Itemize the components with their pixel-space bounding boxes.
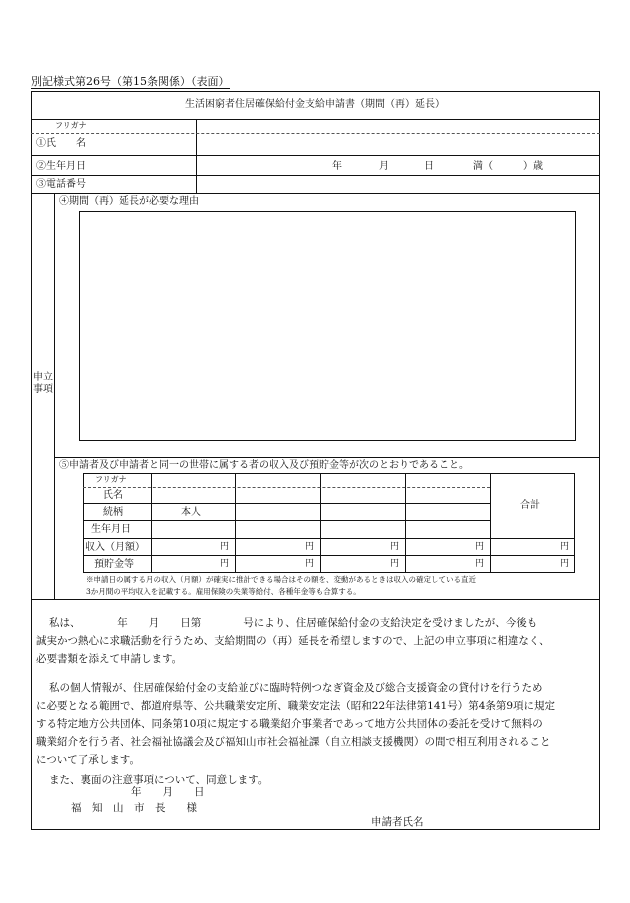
table-row-furigana: フリガナ (95, 475, 127, 484)
declaration-line: 必要書類を添えて申請します。 (36, 653, 183, 665)
consent-line: 私の個人情報が、住居確保給付金の支給並びに臨時特例つなぎ資金及び総合支援資金の貸付けを行うため (49, 682, 543, 694)
yen-unit: 円 (305, 559, 315, 569)
section-label: 申立事項 (33, 372, 53, 395)
yen-unit: 円 (220, 559, 230, 569)
birth-year-label: 年 (332, 161, 342, 172)
reason-label: ④期間（再）延長が必要な理由 (59, 196, 199, 207)
total-label: 合計 (520, 500, 540, 511)
form-code: 別記様式第26号（第15条関係）（表面） (31, 75, 230, 88)
consent-line: に必要となる範囲で、都道府県等、公共職業安定所、職業安定法（昭和22年法律第141号）第4条第9項に規定 (36, 700, 556, 712)
table-row-income: 収入（月額） (85, 542, 145, 553)
consent-line: について了承します。 (36, 754, 140, 766)
phone-field[interactable] (197, 176, 599, 193)
birth-month-label: 月 (379, 161, 389, 172)
agreement-line: また、裏面の注意事項について、同意します。 (49, 774, 269, 786)
member3-cell[interactable] (321, 474, 405, 538)
declaration-line: 私は、 年 月 日第 号により、住居確保給付金の支給決定を受けましたが、今後も (49, 617, 538, 629)
consent-line: する特定地方公共団体、同条第10項に規定する職業紹介事業者であって地方公共団体の委託を受けて無料の (36, 718, 543, 730)
age-label: 満（ ）歳 (473, 161, 543, 172)
table-row-name: 氏名 (103, 490, 123, 501)
consent-line: 職業紹介を行う者、社会福祉協議会及び福知山市社会福祉課（自立相談支援機関）の間で相互利用されること (36, 736, 551, 748)
reason-textarea[interactable] (79, 211, 576, 441)
name-field[interactable] (197, 134, 599, 154)
addressee: 福 知 山 市 長 様 (71, 802, 197, 814)
signature-label: 申請者氏名 (371, 816, 424, 828)
name-label: ①氏 名 (36, 138, 86, 149)
furigana-label: フリガナ (55, 121, 87, 130)
self-label: 本人 (181, 507, 201, 518)
yen-unit: 円 (560, 542, 570, 552)
table-row-birthdate: 生年月日 (91, 524, 131, 535)
member1-cell[interactable] (152, 474, 235, 538)
member4-cell[interactable] (406, 474, 490, 538)
yen-unit: 円 (475, 559, 485, 569)
yen-unit: 円 (560, 559, 570, 569)
furigana-field[interactable] (197, 120, 599, 133)
yen-unit: 円 (220, 542, 230, 552)
phone-label: ③電話番号 (36, 179, 86, 190)
yen-unit: 円 (390, 542, 400, 552)
form-title: 生活困窮者住居確保給付金支給申請書（期間（再）延長） (185, 99, 445, 110)
signature-field[interactable] (430, 812, 595, 828)
table-row-savings: 預貯金等 (94, 559, 134, 570)
yen-unit: 円 (305, 542, 315, 552)
household-heading: ⑤申請者及び申請者と同一の世帯に属する者の収入及び預貯金等が次のとおりであること。 (59, 460, 469, 471)
birth-day-label: 日 (424, 161, 434, 172)
table-row-relation: 続柄 (103, 507, 123, 518)
household-note: 3か月間の平均収入を記載する。雇用保険の失業等給付、各種年金等も合算する。 (86, 587, 361, 596)
birthdate-field[interactable] (197, 156, 599, 175)
household-note: ※申請日の属する月の収入（月額）が確実に推計できる場合はその額を、変動があるときは収入の確定している直近 (86, 575, 476, 584)
birthdate-label: ②生年月日 (36, 161, 86, 172)
declaration-date: 年 月 日 (131, 786, 205, 798)
declaration-line: 誠実かつ熱心に求職活動を行うため、支給期間の（再）延長を希望しますので、上記の申立事項に相違なく、 (36, 635, 550, 647)
yen-unit: 円 (390, 559, 400, 569)
yen-unit: 円 (475, 542, 485, 552)
member2-cell[interactable] (236, 474, 320, 538)
